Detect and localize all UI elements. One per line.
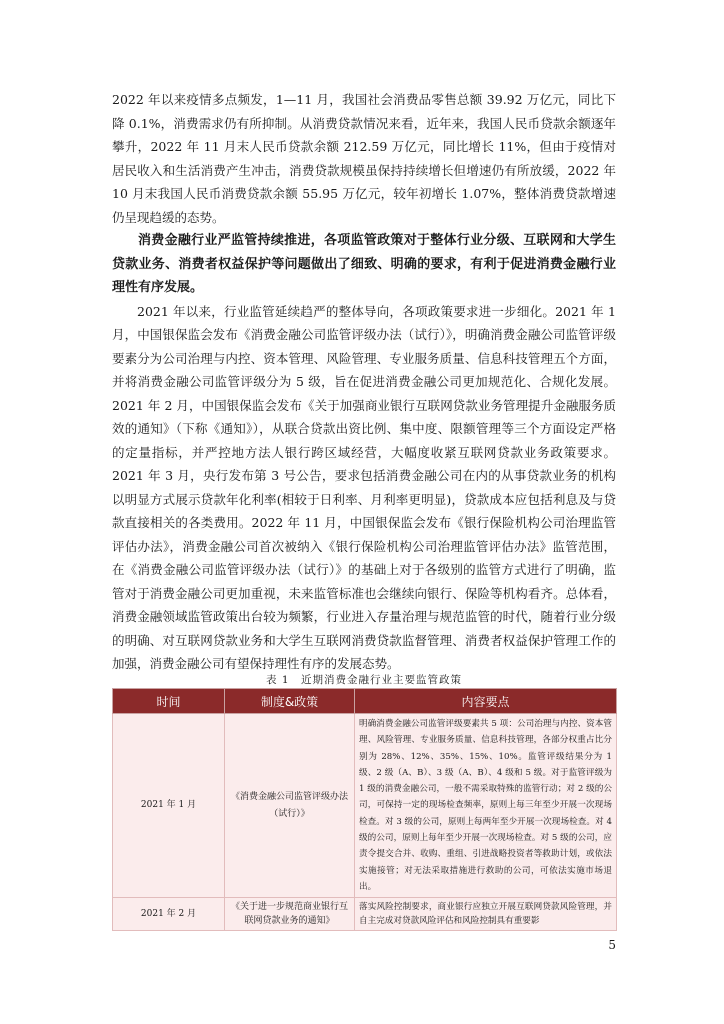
page-number: 5 bbox=[608, 938, 616, 952]
paragraph-regulation-summary: 消费金融行业严监管持续推进，各项监管政策对于整体行业分级、互联网和大学生贷款业务、消费者权益保护等问题做出了细致、明确的要求，有利于促进消费金融行业理性有序发展。 bbox=[112, 233, 616, 295]
cell-content: 落实风险控制要求，商业银行应独立开展互联网贷款风险管理，并自主完成对贷款风险评估和风险控制具有重要影 bbox=[355, 898, 617, 931]
paragraph-regulation-detail: 2021 年以来，行业监管延续趋严的整体导向，各项政策要求进一步细化。2021 年 1 月，中国银保监会发布《消费金融公司监管评级办法（试行）》，明确消费金融公司监管评级要素分为公司治理与内控、资本管理、风险管理、专业服务质量、信息科技管理五个方面，并将消费金融公司监管评级分为 5 级，旨在促进消费金融公司更加规范化、合规化发展。2021 年 2 月，中国银保监会发布《关于加强商业银行互联网贷款业务管理提升金融服务质效的通知》（下称《通知》），从联合贷款出资比例、集中度、限额管理等三个方面设定严格的定量指标，并严控地方法人银行跨区域经营，大幅度收紧互联网贷款业务政策要求。2021 年 3 月，央行发布第 3 号公告，要求包括消费金融公司在内的从事贷款业务的机构以明显方式展示贷款年化利率(相较于日利率、月利率更明显)，贷款成本应包括利息及与贷款直接相关的各类费用。2022 年 11 月，中国银保监会发布《银行保险机构公司治理监管评估办法》，消费金融公司首次被纳入《银行保险机构公司治理监管评估办法》监管范围，在《消费金融公司监管评级办法（试行）》的基础上对于各级别的监管方式进行了明确，监管对于消费金融公司更加重视，未来监管标准也会继续向银行、保险等机构看齐。总体看，消费金融领域监管政策出台较为频繁，行业进入存量治理与规范监管的时代，随着行业分级的明确、对互联网贷款业务和大学生互联网消费贷款监督管理、消费者权益保护管理工作的加强，消费金融公司有望保持理性有序的发展态势。 bbox=[112, 303, 616, 671]
cell-policy: 《关于进一步规范商业银行互联网贷款业务的通知》 bbox=[225, 898, 355, 931]
header-policy: 制度&政策 bbox=[225, 689, 355, 714]
cell-policy: 《消费金融公司监管评级办法（试行）》 bbox=[225, 714, 355, 898]
cell-time: 2021 年 2 月 bbox=[113, 898, 225, 931]
cell-content: 明确消费金融公司监管评级要素共 5 项：公司治理与内控、资本管理、风险管理、专业服务质量、信息科技管理，各部分权重占比分别为 28%、12%、35%、15%、10%。监管评级结果分为 1 级、2 级（A、B）、3 级（A、B）、4 级和 5 级。对于监管评级为 1 级的消费金融公司，一般不需采取特殊的监管行动；对 2 级的公司，可保持一定的现场检查频率，原则上每三年至少开展一次现场检查。对 3 级的公司，原则上每两年至少开展一次现场检查。对 4 级的公司，原则上每年至少开展一次现场检查。对 5 级的公司，应责令提交合并、收购、重组、引进战略投资者等救助计划，或依法实施接管；对无法采取措施进行救助的公司，可依法实施市场退出。 bbox=[355, 714, 617, 898]
table-row bbox=[113, 714, 617, 898]
table-row bbox=[113, 898, 617, 931]
header-content: 内容要点 bbox=[355, 689, 617, 714]
table-caption: 表 1 近期消费金融行业主要监管政策 bbox=[265, 674, 463, 686]
body-text bbox=[112, 88, 616, 676]
cell-time: 2021 年 1 月 bbox=[113, 714, 225, 898]
paragraph-consumption: 2022 年以来疫情多点频发，1—11 月，我国社会消费品零售总额 39.92 万亿元，同比下降 0.1%，消费需求仍有所抑制。从消费贷款情况来看，近年来，我国人民币贷款余额逐年攀升，2022 年 11 月末人民币贷款余额 212.59 万亿元，同比增长 11%，但由于疫情对居民收入和生活消费产生冲击，消费贷款规模虽保持持续增长但增速仍有所放缓，2022 年 10 月末我国人民币消费贷款余额 55.95 万亿元，较年初增长 1.07%，整体消费贷款增速仍呈现趋缓的态势。 bbox=[112, 92, 616, 225]
policy-table bbox=[112, 688, 617, 931]
header-time: 时间 bbox=[113, 689, 225, 714]
table-header-row bbox=[113, 689, 617, 714]
